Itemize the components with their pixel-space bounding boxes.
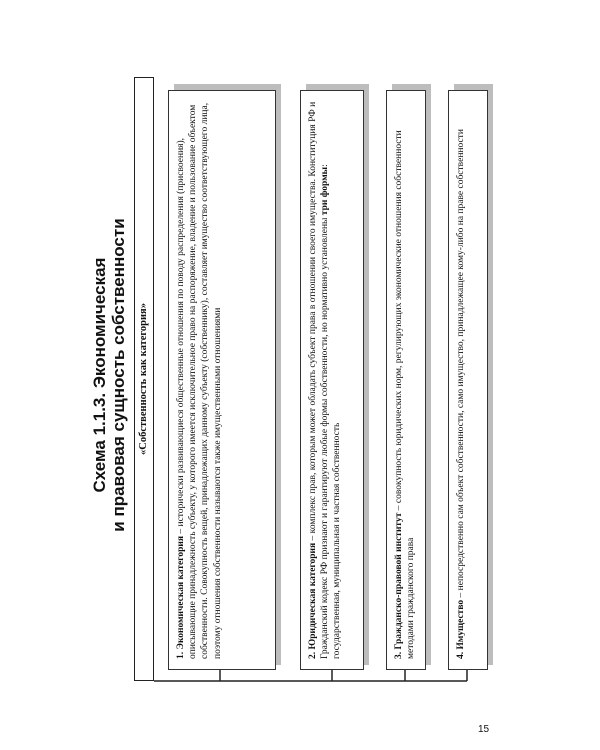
- category-box-property: [448, 90, 488, 670]
- category-box-economic: [168, 90, 276, 670]
- economic-text: – исторически развивающиеся общественные отношения по поводу распределения (присвоения), описывающие принадлежность субъекту, у которого имеется исключительное право на распоряжение, владение и пользование объектом собственности. Совокупность вещей, принадлежащих данному субъекту (собственнику), составляет имущество соответствующего лица, поэтому отношения собственности называются также имущественными отношениями: [176, 102, 223, 659]
- legal-text-b: : государственная, муниципальная и частная собственность: [320, 164, 343, 659]
- category-header: «Собственность как категория»: [134, 77, 154, 681]
- category-box-legal: [300, 90, 364, 670]
- legal-emphasis: три формы: [320, 166, 331, 216]
- economic-term: 1. Экономическая категория: [176, 536, 186, 659]
- page-number: 15: [478, 724, 490, 735]
- property-term: 4. Имущество: [456, 599, 466, 659]
- title-line-1: Схема 1.1.3. Экономическая: [90, 257, 109, 493]
- legal-term: 2. Юридическая категория: [308, 542, 318, 659]
- civil-law-text: – совокупность юридических норм, регулирующих экономические отношения собственности методами гражданского права: [394, 130, 417, 659]
- civil-law-term: 3. Гражданско-правовой институт: [394, 512, 404, 659]
- property-text: – непосредственно сам объект собственности, само имущество, принадлежащее кому-либо на праве собственности: [456, 129, 466, 600]
- rotated-diagram: [90, 55, 510, 695]
- category-box-civil-law: [386, 90, 426, 670]
- legal-text-a: – комплекс прав, которым может обладать субъект права в отношении своего имущества. Конституция РФ и Гражданский кодекс РФ признают и гарантируют любые формы собственности, но нормативно установлены: [308, 101, 331, 659]
- title-line-2: и правовая сущность собственности: [109, 218, 128, 532]
